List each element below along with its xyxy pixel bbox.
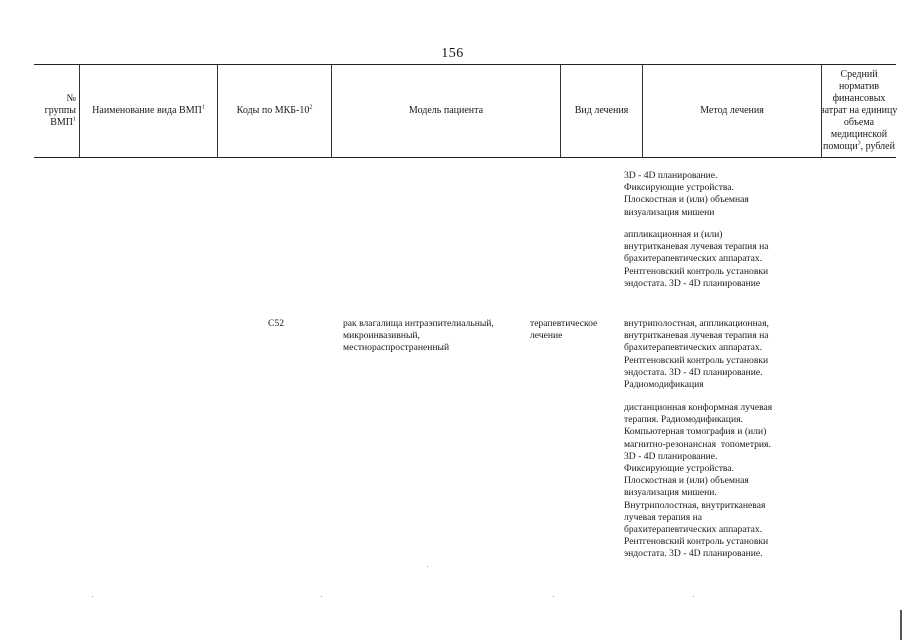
scan-speck [553, 596, 554, 597]
scan-speck [321, 596, 322, 597]
header-average-cost-text: Средний норматив финансовых затрат на единицу объема медицинской помощи [820, 69, 898, 152]
table-header [34, 64, 896, 158]
scan-speck [92, 596, 93, 597]
header-icd-codes [218, 65, 332, 157]
scan-speck [427, 566, 428, 567]
treatment-method-cell: 3D - 4D планирование. Фиксирующие устройства. Плоскостная и (или) объемная визуализация мишени [624, 170, 749, 218]
footnote-marker: 3 [857, 140, 861, 147]
patient-model-cell: рак влагалища интраэпителиальный, микроинвазивный, местнораспространенный [343, 318, 494, 354]
header-treatment-method: Метод лечения [643, 65, 822, 157]
header-vmp-name [80, 65, 218, 157]
header-average-cost [822, 65, 896, 157]
page-number: 156 [441, 46, 464, 61]
scan-edge-mark [900, 610, 902, 640]
footnote-marker: 1 [201, 104, 205, 111]
footnote-marker: 2 [309, 104, 313, 111]
treatment-method-cell: дистанционная конформная лучевая терапия. Радиомодификация. Компьютерная томография и (или) магнитно-резонансная топометрия. 3D - 4D планирование. Фиксирующие устройства. Плоскостная и (или) объемная визуализация мишени. Внутриполостная, внутритканевая лучевая терапия на брахитерапевтических аппаратах. Рентгеновский контроль установки эндостата. 3D - 4D планирование. [624, 402, 773, 560]
scan-speck [693, 596, 694, 597]
treatment-method-cell: внутриполостная, аппликационная, внутритканевая лучевая терапия на брахитерапевтических аппаратах. Рентгеновский контроль установки эндостата. 3D - 4D планирование. Радиомодификация [624, 318, 769, 391]
header-average-cost-unit: , рублей [860, 141, 895, 152]
header-patient-model: Модель пациента [332, 65, 561, 157]
header-vmp-name-text: Наименование вида ВМП [92, 105, 202, 116]
footnote-marker: 1 [73, 116, 76, 123]
icd-code-cell: C52 [268, 318, 284, 329]
treatment-type-cell: терапевтическое лечение [530, 318, 598, 342]
header-treatment-type: Вид лечения [561, 65, 643, 157]
header-group-number-text: № группы ВМП [44, 93, 76, 128]
treatment-method-cell: аппликационная и (или) внутритканевая лучевая терапия на брахитерапевтических аппаратах. Рентгеновский контроль установки эндостата. 3D - 4D планирование [624, 229, 769, 289]
header-group-number [34, 65, 80, 157]
header-icd-codes-text: Коды по МКБ-10 [236, 105, 310, 116]
